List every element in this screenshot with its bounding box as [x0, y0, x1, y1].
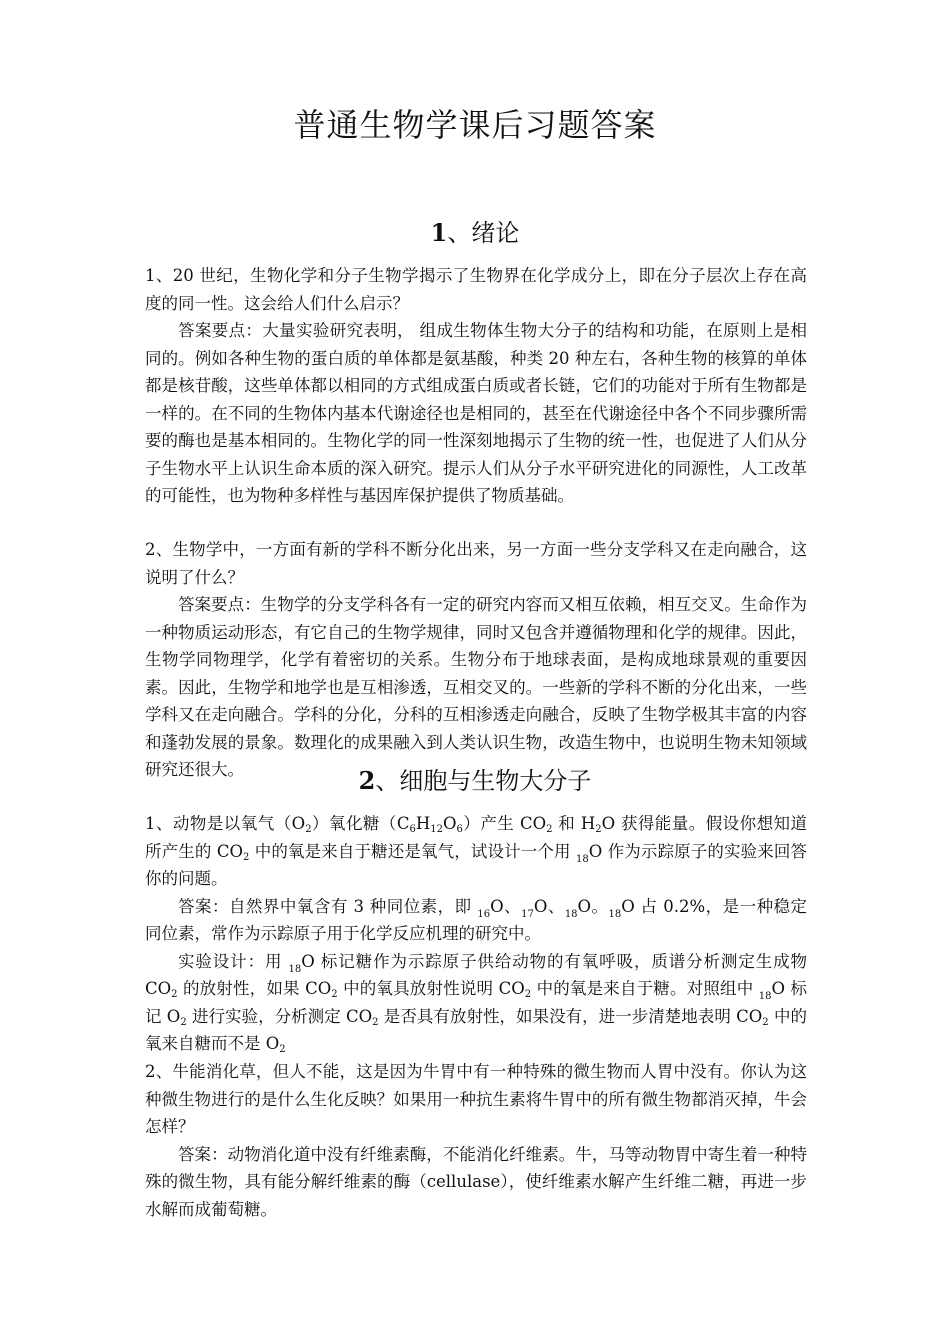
- section-number: 1: [430, 218, 448, 247]
- answer-text: 答案：自然界中氧含有 3 种同位素，即 $_{16}$O、$_{17}$O、$_{18}$O。$_{18}$O 占 0.2%，是一种稳定同位素，常作为示踪原子用于化学反应机理的研究中。: [145, 896, 808, 943]
- section-heading-text: 、细胞与生物大分子: [375, 767, 592, 795]
- experiment-design-text: 实验设计：用 $_{18}$O 标记糖作为示踪原子供给动物的有氧呼吸，质谱分析测定生成物 $CO_2$ 的放射性，如果 $CO_2$ 中的氧具放射性说明 $CO_2$ 中的氧是来自于糖。对照组中 $_{18}$O 标记 $O_2$ 进行实验，分析测定 $CO_2$ 是否具有放射性，如果没有，进一步清楚地表明 $CO_2$ 中的氧来自糖而不是 $O_2$: [145, 951, 807, 1055]
- question-text: 2、生物学中，一方面有新的学科不断分化出来，另一方面一些分支学科又在走向融合，这说明了什么？: [145, 540, 807, 587]
- intro-question-2-block: [145, 536, 807, 784]
- cell-question-1-block: [145, 810, 807, 1058]
- question-text: 1、动物是以氧气$(O_2)$氧化糖$(C_6H_{12}O_6)$产生 $CO_2$ 和 $H_2O$ 获得能量。假设你想知道所产生的 $CO_2$ 中的氧是来自于糖还是氧气，试设计一个用 $_{18}$O 作为示踪原子的实验来回答你的问题。: [145, 814, 808, 888]
- section-heading-cell: [0, 764, 950, 798]
- section-heading-intro: [0, 216, 950, 250]
- cell-question-2-block: [145, 1058, 807, 1223]
- document-title: 普通生物学课后习题答案: [293, 106, 657, 144]
- answer-text: 答案：动物消化道中没有纤维素酶，不能消化纤维素。牛，马等动物胃中寄生着一种特殊的微生物，具有能分解纤维素的酶（cellulase），使纤维素水解产生纤维二糖，再进一步水解而成葡萄糖。: [145, 1144, 807, 1219]
- section-number: 2: [358, 766, 376, 795]
- question-text: 2、牛能消化草，但人不能，这是因为牛胃中有一种特殊的微生物而人胃中没有。你认为这种微生物进行的是什么生化反映？如果用一种抗生素将牛胃中的所有微生物都消灭掉，牛会怎样？: [145, 1062, 807, 1136]
- question-text: 1、20 世纪，生物化学和分子生物学揭示了生物界在化学成分上，即在分子层次上存在高度的同一性。这会给人们什么启示？: [145, 266, 807, 313]
- section-heading-text: 、绪论: [447, 219, 520, 247]
- answer-text: 答案要点：生物学的分支学科各有一定的研究内容而又相互依赖，相互交叉。生命作为一种物质运动形态，有它自己的生物学规律，同时又包含并遵循物理和化学的规律。因此，生物学同物理学，化学有着密切的关系。生物分布于地球表面，是构成地球景观的重要因素。因此，生物学和地学也是互相渗透，互相交叉的。一些新的学科不断的分化出来，一些学科又在走向融合。学科的分化，分科的互相渗透走向融合，反映了生物学极其丰富的内容和蓬勃发展的景象。数理化的成果融入到人类认识生物，改造生物中，也说明生物未知领域研究还很大。: [145, 595, 807, 779]
- intro-question-1-block: [145, 262, 807, 510]
- answer-text: 答案要点：大量实验研究表明， 组成生物体生物大分子的结构和功能，在原则上是相同的。例如各种生物的蛋白质的单体都是氨基酸，种类 20 种左右，各种生物的核算的单体都是核苷酸，这些单体都以相同的方式组成蛋白质或者长链，它们的功能对于所有生物都是一样的。在不同的生物体内基本代谢途径也是相同的，甚至在代谢途径中各个不同步骤所需要的酶也是基本相同的。生物化学的同一性深刻地揭示了生物的统一性，也促进了人们从分子生物水平上认识生命本质的深入研究。提示人们从分子水平研究进化的同源性，人工改革的可能性，也为物种多样性与基因库保护提供了物质基础。: [145, 321, 807, 505]
